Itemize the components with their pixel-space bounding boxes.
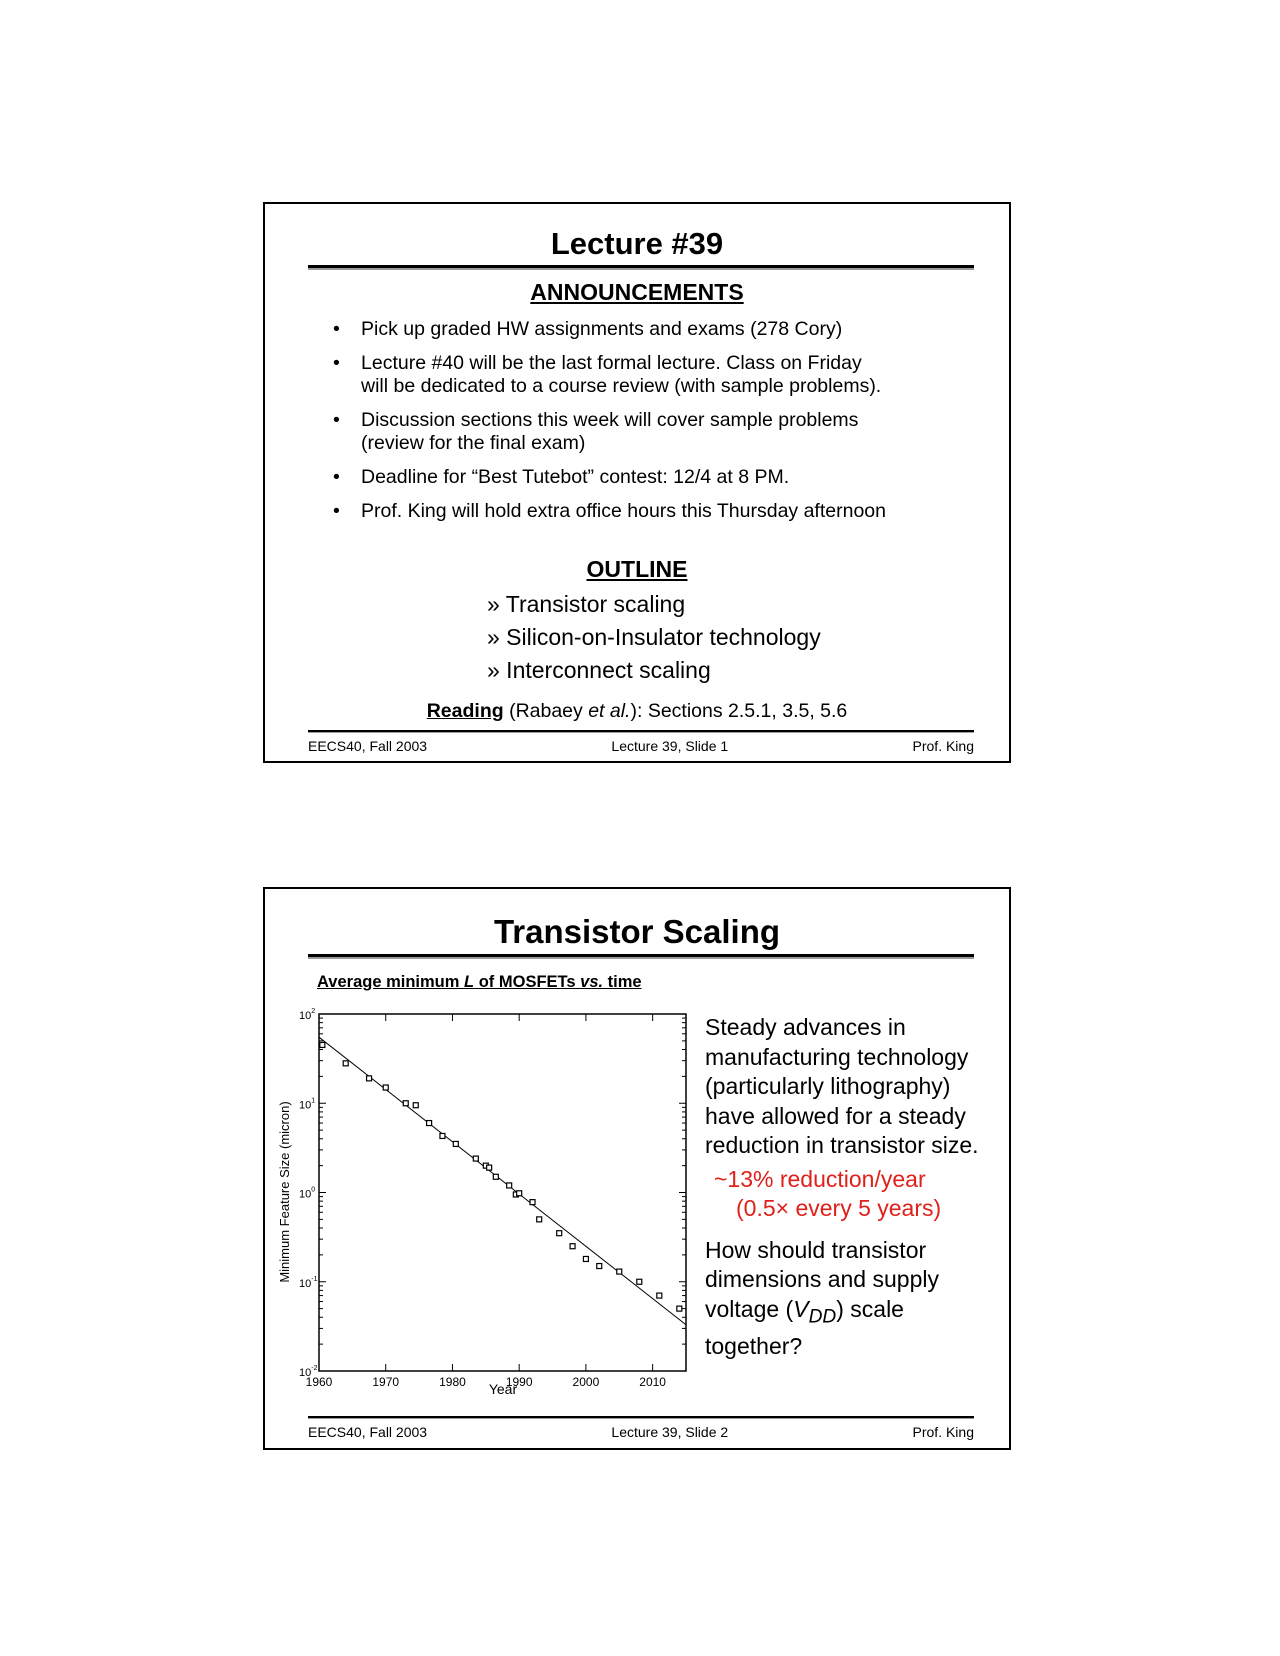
footer-rule bbox=[308, 730, 974, 733]
bullet-icon: • bbox=[333, 409, 340, 431]
bullet-line: Prof. King will hold extra office hours this Thursday afternoon bbox=[361, 500, 886, 522]
caption-part: Average minimum bbox=[317, 973, 465, 991]
footer-author: Prof. King bbox=[912, 738, 974, 754]
footer-rule bbox=[308, 1416, 974, 1419]
data-point bbox=[453, 1141, 458, 1146]
question-line-vdd bbox=[705, 1295, 1005, 1332]
question-line: together? bbox=[705, 1332, 803, 1359]
y-tick-base: 10 bbox=[299, 1188, 312, 1201]
x-tick-label: 2000 bbox=[572, 1375, 600, 1389]
slide-title: Transistor Scaling bbox=[493, 913, 781, 950]
announcements-list bbox=[333, 318, 973, 534]
data-points bbox=[320, 1042, 682, 1311]
x-axis-label: Year bbox=[488, 1381, 518, 1397]
data-point bbox=[440, 1133, 445, 1138]
bullet-line: Discussion sections this week will cover sample problems bbox=[361, 409, 859, 431]
data-point bbox=[637, 1279, 642, 1284]
data-point bbox=[320, 1042, 325, 1047]
caption-italic-l: L bbox=[464, 973, 475, 991]
list-item bbox=[333, 318, 973, 341]
data-point bbox=[597, 1264, 602, 1269]
data-point bbox=[617, 1269, 622, 1274]
list-item bbox=[333, 466, 973, 489]
trend-line bbox=[319, 1037, 686, 1325]
data-point bbox=[517, 1191, 522, 1196]
footer-course: EECS40, Fall 2003 bbox=[308, 738, 428, 754]
slide-title: Lecture #39 bbox=[550, 226, 724, 261]
outline-item: » Transistor scaling bbox=[487, 591, 686, 617]
bullet-line: Deadline for “Best Tutebot” contest: 12/4 at 8 PM. bbox=[361, 466, 790, 488]
data-point bbox=[493, 1174, 498, 1179]
feature-size-chart bbox=[265, 989, 695, 1399]
data-point bbox=[657, 1293, 662, 1298]
paragraph-line: (particularly lithography) bbox=[705, 1073, 951, 1099]
reading-suffix: ): Sections 2.5.1, 3.5, 5.6 bbox=[630, 700, 848, 722]
question-line: dimensions and supply bbox=[705, 1266, 939, 1292]
bullet-icon: • bbox=[333, 318, 340, 340]
list-item bbox=[333, 352, 973, 398]
data-point bbox=[413, 1103, 418, 1108]
x-tick-label: 1960 bbox=[305, 1375, 333, 1389]
data-point bbox=[383, 1085, 388, 1090]
bullet-icon: • bbox=[333, 466, 340, 488]
data-point bbox=[677, 1306, 682, 1311]
bullet-line: will be dedicated to a course review (with sample problems). bbox=[361, 375, 882, 397]
data-point bbox=[487, 1165, 492, 1170]
footer-slide-number: Lecture 39, Slide 1 bbox=[611, 738, 729, 754]
reduction-rate: ~13% reduction/year bbox=[714, 1165, 926, 1192]
slide-footer bbox=[308, 738, 974, 754]
vdd-subscript: DD bbox=[808, 1306, 837, 1328]
slide-1 bbox=[263, 202, 1011, 763]
list-item bbox=[333, 409, 973, 455]
title-rule bbox=[308, 954, 974, 959]
question-line: How should transistor bbox=[705, 1236, 927, 1263]
y-tick-label bbox=[299, 1097, 315, 1111]
y-tick-exponent: 0 bbox=[311, 1186, 316, 1194]
y-tick-base: 10 bbox=[299, 1099, 312, 1112]
bullet-line: Pick up graded HW assignments and exams (278 Cory) bbox=[361, 318, 843, 340]
question-part: voltage ( bbox=[705, 1295, 794, 1322]
data-point bbox=[343, 1061, 348, 1066]
data-point bbox=[530, 1200, 535, 1205]
y-tick-base: 10 bbox=[299, 1277, 312, 1290]
reading-prefix: (Rabaey bbox=[503, 700, 589, 722]
y-tick-exponent: -1 bbox=[311, 1275, 318, 1283]
y-axis-ticks bbox=[299, 1008, 686, 1379]
y-tick-base: 10 bbox=[299, 1010, 312, 1022]
paragraph-line: Steady advances in bbox=[705, 1014, 906, 1040]
caption-part: of MOSFETs bbox=[474, 973, 581, 991]
data-point bbox=[507, 1183, 512, 1188]
x-tick-label: 1990 bbox=[505, 1375, 533, 1389]
outline-heading: OUTLINE bbox=[586, 556, 688, 582]
footer-author: Prof. King bbox=[912, 1424, 974, 1440]
paragraph-line: reduction in transistor size. bbox=[705, 1132, 979, 1158]
data-point bbox=[570, 1244, 575, 1249]
bullet-line: (review for the final exam) bbox=[361, 432, 586, 454]
data-point bbox=[473, 1156, 478, 1161]
y-tick-label bbox=[299, 1187, 315, 1201]
halving-period: (0.5× every 5 years) bbox=[736, 1195, 942, 1221]
reading-line bbox=[265, 700, 1009, 723]
y-tick-exponent: 2 bbox=[311, 1008, 316, 1015]
y-axis-label: Minimum Feature Size (micron) bbox=[277, 1101, 292, 1283]
paragraph-line: have allowed for a steady bbox=[705, 1102, 966, 1129]
outline-item: » Interconnect scaling bbox=[487, 657, 711, 683]
caption-italic-vs: vs. bbox=[580, 973, 604, 991]
outline-item: » Silicon-on-Insulator technology bbox=[487, 624, 821, 650]
question-part: ) scale bbox=[836, 1295, 904, 1322]
bullet-icon: • bbox=[333, 352, 340, 374]
x-tick-label: 1970 bbox=[372, 1375, 400, 1389]
y-tick-exponent: -2 bbox=[311, 1365, 318, 1372]
vdd-symbol: V bbox=[793, 1295, 809, 1322]
caption-part: time bbox=[603, 973, 642, 991]
slide-footer bbox=[308, 1424, 974, 1440]
y-tick-exponent: 1 bbox=[311, 1097, 316, 1105]
paragraph-line: manufacturing technology bbox=[705, 1043, 969, 1070]
y-tick-label bbox=[299, 1276, 318, 1290]
title-rule bbox=[308, 265, 974, 270]
data-point bbox=[427, 1121, 432, 1126]
bullet-line: Lecture #40 will be the last formal lecture. Class on Friday bbox=[361, 352, 862, 374]
announcements-heading: ANNOUNCEMENTS bbox=[530, 279, 744, 305]
outline-list bbox=[487, 588, 821, 687]
reading-label: Reading bbox=[426, 700, 504, 722]
reading-etal: et al. bbox=[588, 700, 631, 722]
x-tick-label: 1980 bbox=[439, 1375, 466, 1389]
y-tick-base: 10 bbox=[299, 1367, 312, 1379]
y-tick-label bbox=[299, 1008, 315, 1022]
data-point bbox=[557, 1231, 562, 1236]
x-tick-label: 2010 bbox=[639, 1375, 666, 1389]
data-point bbox=[403, 1101, 408, 1106]
plot-frame bbox=[319, 1014, 686, 1371]
description-text bbox=[705, 1013, 1005, 1361]
data-point bbox=[583, 1256, 588, 1261]
x-axis-ticks bbox=[306, 1014, 667, 1389]
slide-2 bbox=[263, 887, 1011, 1450]
footer-course: EECS40, Fall 2003 bbox=[308, 1424, 428, 1440]
data-point bbox=[537, 1217, 542, 1222]
list-item bbox=[333, 500, 973, 523]
data-point bbox=[367, 1076, 372, 1081]
bullet-icon: • bbox=[333, 500, 340, 522]
footer-slide-number: Lecture 39, Slide 2 bbox=[611, 1424, 729, 1440]
